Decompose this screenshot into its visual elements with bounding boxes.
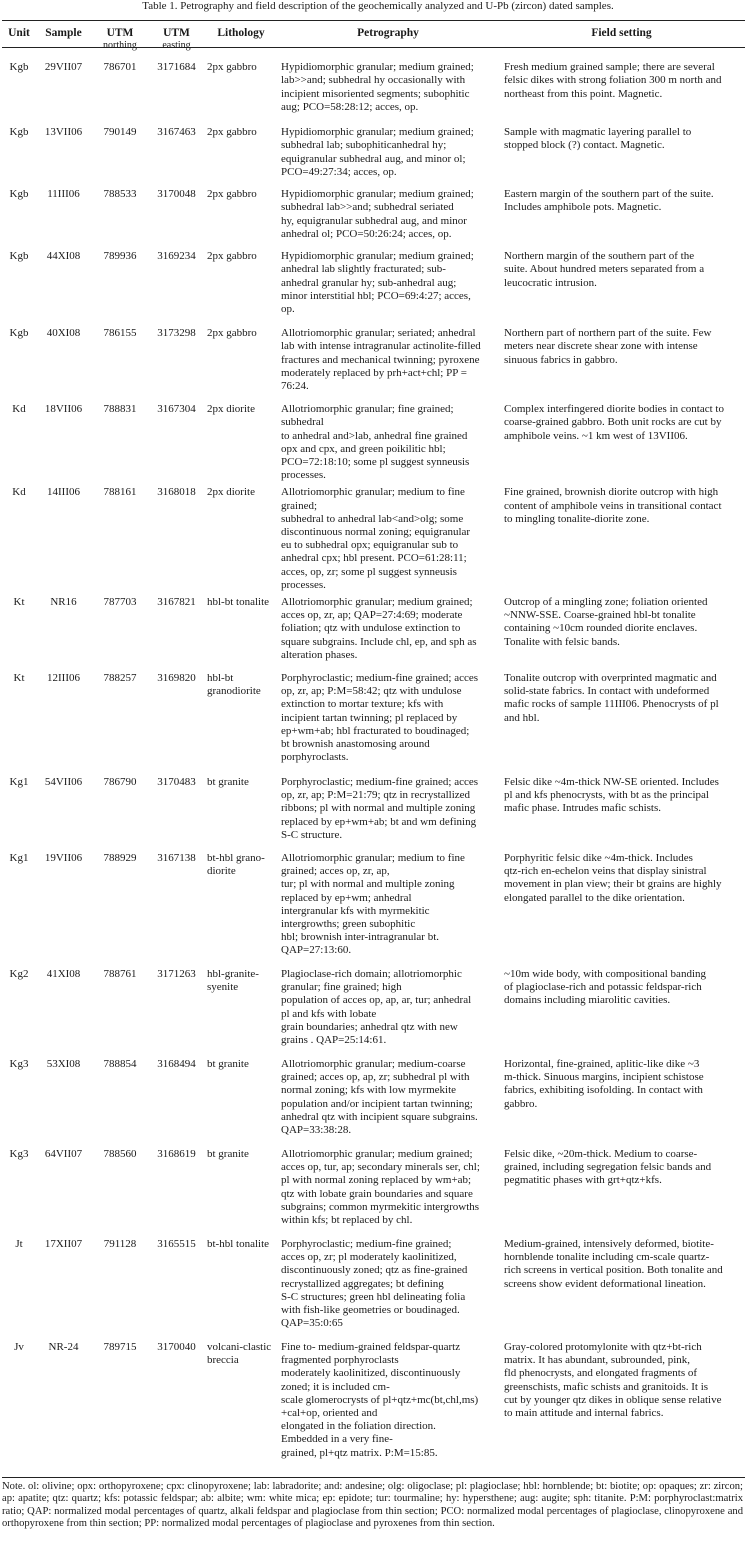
petrography-line: processes. (281, 469, 326, 482)
petrography-line: op, zr, ap; P:M=58:42; qtz with undulose (281, 685, 462, 698)
petrography-line: replaced by ep+wm; anhedral (281, 891, 412, 904)
field-line: Includes amphibole pots. Magnetic. (504, 201, 662, 214)
petrography-line: Allotriomorphic granular; seriated; anhedral (281, 327, 476, 340)
petrography-line: discontinuously zoned; qtz as fine-grained (281, 1264, 468, 1277)
cell-lithology: 2px diorite (207, 403, 255, 416)
petrography-line: subhedral to anhedral lab<and>olg; some (281, 512, 464, 525)
petrography-line: acces op, zr; pl moderately kaolinitized, (281, 1251, 457, 1264)
cell-northing: 788831 (103, 403, 137, 416)
cell-sample: 40XI08 (46, 327, 81, 340)
petrography-line: Allotriomorphic granular; medium grained; (281, 1148, 473, 1161)
cell-sample: 53XI08 (46, 1058, 81, 1071)
field-line: Medium-grained, intensively deformed, biotite- (504, 1238, 714, 1251)
cell-northing: 786790 (103, 776, 137, 789)
table-row (2, 964, 745, 1054)
col-header-easting-sub: easting (162, 40, 191, 52)
field-line: rich screens in vertical position. Both tonalite and (504, 1264, 723, 1277)
cell-petrography (278, 1234, 498, 1337)
top-rule (2, 20, 745, 21)
cell-unit: Jt (15, 1238, 23, 1251)
cell-unit: Kt (13, 672, 25, 685)
cell-sample: 41XI08 (46, 968, 81, 981)
cell-field-setting (498, 1234, 745, 1337)
petrography-line: subgrains; common myrmekitic intergrowths (281, 1200, 480, 1213)
petrography-line: foliation; qtz with undulose extinction to (281, 622, 461, 635)
cell-field-setting (498, 1054, 745, 1144)
field-line: meters near discrete shear zone with intense (504, 340, 698, 353)
cell-northing: 788761 (103, 968, 137, 981)
petrography-line: porphyroclasts. (281, 751, 349, 764)
cell-unit: Kd (12, 486, 26, 499)
field-line: m-thick. Sinuous margins, incipient schistose (504, 1071, 704, 1084)
cell-field-setting (498, 964, 745, 1054)
col-header-unit: Unit (8, 27, 30, 39)
cell-unit: Kgb (9, 250, 29, 263)
cell-lithology: 2px gabbro (207, 250, 257, 263)
cell-petrography (278, 592, 498, 668)
petrography-line: Allotriomorphic granular; medium grained; (281, 596, 473, 609)
cell-lithology: bt-hbl grano-diorite (207, 852, 265, 878)
cell-sample: 29VII07 (44, 61, 83, 74)
cell-easting: 3171263 (157, 968, 196, 981)
table-row (2, 1144, 745, 1234)
cell-northing: 788560 (103, 1148, 137, 1161)
cell-unit: Kgb (9, 188, 29, 201)
petrography-line: opx and cpx, and green poikilitic hbl; (281, 442, 446, 455)
cell-sample: 12III06 (47, 672, 80, 685)
field-line: Tonalite outcrop with overprinted magmatic and (504, 672, 717, 685)
cell-petrography (278, 122, 498, 184)
cell-northing: 786155 (103, 327, 137, 340)
petrography-line: acces op, zr, ap; QAP=27:4:69; moderate (281, 609, 463, 622)
cell-unit: Kd (12, 403, 26, 416)
petrography-line: Embedded in a very fine- (281, 1433, 393, 1446)
field-line: leucocratic intrusion. (504, 276, 597, 289)
table-row (2, 592, 745, 668)
petrography-line: hy, equigranular subhedral aug, and minor (281, 214, 467, 227)
field-line: and hbl. (504, 711, 540, 724)
cell-northing: 788161 (103, 486, 137, 499)
table-body (2, 57, 745, 1470)
petrography-line: anhedral cpx; hbl present. PCO=61:28:11; (281, 552, 467, 565)
cell-lithology: 2px gabbro (207, 327, 257, 340)
cell-field-setting (498, 246, 745, 323)
table-row (2, 772, 745, 848)
petrography-line: alteration phases. (281, 648, 358, 661)
table-row (2, 57, 745, 122)
col-header-northing-sub: northing (103, 40, 137, 52)
petrography-line: anhedral granular hy; sub-anhedral aug; (281, 276, 457, 289)
petrography-line: Allotriomorphic granular; fine grained; subhedral (281, 403, 454, 429)
cell-northing: 788533 (103, 188, 137, 201)
col-header-lithology: Lithology (217, 27, 265, 39)
cell-petrography (278, 1144, 498, 1234)
field-line: Fresh medium grained sample; there are several (504, 61, 715, 74)
petrography-line: grained; acces op, zr, ap, (281, 865, 390, 878)
table-row (2, 122, 745, 184)
petrography-line: recrystallized aggregates; bt defining (281, 1277, 444, 1290)
table-row (2, 323, 745, 399)
field-line: hornblende tonalite including cm-scale quartz- (504, 1251, 710, 1264)
petrography-line: subhedral lab>>and; subhedral seriated (281, 201, 454, 214)
petrography-line: lab with intense intragranular actinolite-filled (281, 340, 481, 353)
cell-northing: 788929 (103, 852, 137, 865)
petrography-line: S-C structures; green hbl delineating folia (281, 1290, 466, 1303)
petrography-line: Hypidiomorphic granular; medium grained; (281, 188, 474, 201)
petrography-line: with fish-like geometries or boudinaged. (281, 1304, 460, 1317)
petrography-line: moderately kaolinitized, discontinuously (281, 1367, 461, 1380)
cell-sample: 54VII06 (44, 776, 83, 789)
table-note: Note. ol: olivine; opx: orthopyroxene; cpx: clinopyroxene; lab: labradorite; and: andesine; olg: oligoclase; pl: plagioclase; hbl: hornblende; bt: biotite; op: opaques; zr: zircon; ap: apatite; qtz: quartz; kfs: potassic feldspar; ab: albite; wm: white mica; ep: epidote; tur: tourmaline; hy: hypersthene; aug: augite; sph: titanite. P:M: porphyroclast:matrix ratio; QAP: normalized modal percentages of quartz, alkali feldspar and plagioclase from thin section; PCO: normalized modal percentages of plagioclase, clinopyroxene and orthopyroxene from thin section; PP: normalized modal percentages of plagioclase and pyroxenes from thin section. (2, 1481, 743, 1530)
cell-unit: Kg3 (9, 1148, 29, 1161)
cell-lithology: 2px diorite (207, 486, 255, 499)
cell-northing: 791128 (103, 1238, 137, 1251)
cell-lithology: bt-hbl tonalite (207, 1238, 270, 1251)
field-line: Porphyritic felsic dike ~4m-thick. Includes (504, 852, 693, 865)
cell-field-setting (498, 184, 745, 246)
petrography-table (2, 22, 745, 1470)
cell-petrography (278, 323, 498, 399)
field-line: coarse-grained gabbro. Both unit rocks are cut by (504, 416, 722, 429)
cell-lithology: volcani-clastic breccia (207, 1341, 272, 1367)
petrography-line: aug; PCO=58:28:12; acces, op. (281, 100, 419, 113)
cell-easting: 3169820 (157, 672, 196, 685)
col-header-northing (91, 22, 149, 57)
petrography-line: intergranular kfs with myrmekitic (281, 904, 430, 917)
field-line: Northern margin of the southern part of the (504, 250, 695, 263)
petrography-line: Hypidiomorphic granular; medium grained; (281, 61, 474, 74)
field-line: screens show evident deformational lineation. (504, 1277, 706, 1290)
cell-easting: 3167304 (157, 403, 196, 416)
petrography-line: moderately replaced by prh+act+chl; PP = (281, 366, 467, 379)
table-row (2, 1054, 745, 1144)
col-header-field-setting: Field setting (591, 27, 652, 39)
petrography-line: pl with normal zoning replaced by wm+ab; (281, 1174, 472, 1187)
table-row (2, 482, 745, 592)
cell-easting: 3169234 (157, 250, 196, 263)
field-line: Tonalite with felsic bands. (504, 635, 620, 648)
petrography-line: equigranular subhedral aug, and minor ol; (281, 152, 466, 165)
cell-northing: 786701 (103, 61, 137, 74)
petrography-line: extinction to mortar texture; kfs with (281, 698, 444, 711)
cell-petrography (278, 399, 498, 482)
field-line: containing ~10cm rounded diorite enclaves. (504, 622, 698, 635)
cell-sample: 17XII07 (44, 1238, 83, 1251)
cell-field-setting (498, 323, 745, 399)
cell-lithology: hbl-granite-syenite (207, 968, 259, 994)
field-line: stopped block (?) contact. Magnetic. (504, 139, 665, 152)
cell-lithology: bt granite (207, 1058, 249, 1071)
cell-field-setting (498, 592, 745, 668)
cell-petrography (278, 964, 498, 1054)
petrography-line: S-C structure. (281, 828, 343, 841)
cell-northing: 787703 (103, 596, 137, 609)
petrography-line: PCO=72:18:10; some pl suggest synneusis (281, 456, 470, 469)
field-line: Eastern margin of the southern part of the suite. (504, 188, 714, 201)
petrography-line: intergrowths; green subophitic (281, 918, 416, 931)
cell-northing: 788854 (103, 1058, 137, 1071)
petrography-line: ribbons; pl with normal and multiple zoning (281, 802, 476, 815)
petrography-line: Fine to- medium-grained feldspar-quartz (281, 1341, 461, 1354)
cell-easting: 3167821 (157, 596, 196, 609)
col-header-easting (149, 22, 204, 57)
field-line: content of amphibole veins in transitional contact (504, 499, 722, 512)
cell-easting: 3168018 (157, 486, 196, 499)
field-line: qtz-rich en-echelon veins that display sinistral (504, 865, 707, 878)
field-line: northeast from this point. Magnetic. (504, 87, 663, 100)
petrography-line: Hypidiomorphic granular; medium grained; (281, 126, 474, 139)
petrography-line: +cal+op, oriented and (281, 1407, 378, 1420)
petrography-line: grains . QAP=25:14:61. (281, 1034, 387, 1047)
field-line: movement in plan view; their bt grains are highly (504, 878, 722, 891)
field-line: Outcrop of a mingling zone; foliation oriented (504, 596, 708, 609)
cell-sample: NR16 (50, 596, 77, 609)
cell-field-setting (498, 1337, 745, 1470)
field-line: amphibole veins. ~1 km west of 13VII06. (504, 429, 688, 442)
field-line: solid-state fabrics. In contact with undeformed (504, 685, 710, 698)
cell-field-setting (498, 668, 745, 772)
petrography-line: zoned; it is included cm- (281, 1380, 390, 1393)
table-header (2, 22, 745, 57)
cell-petrography (278, 668, 498, 772)
cell-lithology: bt granite (207, 776, 249, 789)
petrography-line: population of acces op, ap, ar, tur; anhedral (281, 994, 472, 1007)
petrography-line: fractures and mechanical twinning; pyroxene (281, 353, 480, 366)
field-line: Complex interfingered diorite bodies in contact to (504, 403, 724, 416)
petrography-line: Porphyroclastic; medium-fine grained; acces (281, 672, 479, 685)
field-line: fld phenocrysts, and elongated fragments of (504, 1367, 698, 1380)
cell-lithology: hbl-bt granodiorite (207, 672, 261, 698)
cell-sample: 11III06 (47, 188, 80, 201)
col-header-easting-main: UTM (163, 27, 190, 39)
cell-sample: 13VII06 (44, 126, 83, 139)
cell-lithology: 2px gabbro (207, 188, 257, 201)
petrography-line: to anhedral and>lab, anhedral fine grained (281, 429, 468, 442)
petrography-line: 76:24. (281, 380, 309, 393)
field-line: Northern part of northern part of the suite. Few (504, 327, 712, 340)
cell-sample: 44XI08 (46, 250, 81, 263)
petrography-line: eu to subhedral opx; equigranular sub to (281, 539, 459, 552)
cell-easting: 3167138 (157, 852, 196, 865)
field-line: to main attitude and internal fabrics. (504, 1407, 664, 1420)
petrography-line: within kfs; bt replaced by chl. (281, 1214, 413, 1227)
table-row (2, 184, 745, 246)
cell-unit: Kgb (9, 327, 29, 340)
table-caption: Table 1. Petrography and field description of the geochemically analyzed and U-Pb (zircon) dated samples. (142, 0, 614, 12)
field-line: pl and kfs phenocrysts, with bt as the principal (504, 789, 709, 802)
cell-northing: 789715 (103, 1341, 137, 1354)
petrography-line: Porphyroclastic; medium-fine grained; (281, 1238, 452, 1251)
field-line: ~10m wide body, with compositional banding (504, 968, 706, 981)
cell-lithology: bt granite (207, 1148, 249, 1161)
field-line: felsic dikes with strong foliation 300 m north and (504, 74, 722, 87)
petrography-line: incipient misoriented segments; subophitic (281, 87, 470, 100)
cell-sample: NR-24 (48, 1341, 79, 1354)
cell-unit: Kg2 (9, 968, 29, 981)
cell-unit: Kgb (9, 61, 29, 74)
petrography-line: QAP=27:13:60. (281, 944, 352, 957)
petrography-line: population and/or incipient tartan twinning; (281, 1097, 473, 1110)
petrography-line: minor interstitial hbl; PCO=69:4:27; acces, (281, 289, 471, 302)
cell-easting: 3173298 (157, 327, 196, 340)
cell-unit: Kg1 (9, 776, 29, 789)
petrography-line: normal zoning; kfs with low myrmekite (281, 1084, 457, 1097)
cell-lithology: 2px gabbro (207, 61, 257, 74)
cell-sample: 19VII06 (44, 852, 83, 865)
cell-easting: 3170483 (157, 776, 196, 789)
field-line: mafic phase. Intrudes mafic schists. (504, 802, 662, 815)
field-line: gabbro. (504, 1097, 538, 1110)
col-header-petrography: Petrography (357, 27, 419, 39)
bottom-rule (2, 1477, 745, 1478)
col-header-northing-main: UTM (106, 27, 134, 39)
cell-lithology: 2px gabbro (207, 126, 257, 139)
petrography-line: processes. (281, 578, 326, 591)
petrography-line: ep+wm+ab; hbl fracturated to boudinaged; (281, 724, 470, 737)
cell-petrography (278, 772, 498, 848)
cell-sample: 14III06 (47, 486, 80, 499)
petrography-line: Hypidiomorphic granular; medium grained; (281, 250, 474, 263)
cell-easting: 3168619 (157, 1148, 196, 1161)
petrography-line: op, zr, ap; P:M=21:79; qtz in recrystallized (281, 789, 471, 802)
cell-easting: 3165515 (157, 1238, 196, 1251)
cell-sample: 64VII07 (44, 1148, 83, 1161)
field-line: mafic rocks of sample 11III06. Phenocrysts of pl (504, 698, 719, 711)
petrography-line: anhedral ol; PCO=50:26:24; acces, op. (281, 227, 452, 240)
cell-northing: 788257 (103, 672, 137, 685)
cell-easting: 3168494 (157, 1058, 196, 1071)
cell-easting: 3167463 (157, 126, 196, 139)
petrography-line: scale glomerocrysts of pl+qtz+mc(bt,chl,ms) (281, 1393, 479, 1406)
cell-unit: Jv (14, 1341, 24, 1354)
cell-field-setting (498, 399, 745, 482)
cell-northing: 789936 (103, 250, 137, 263)
cell-unit: Kgb (9, 126, 29, 139)
cell-field-setting (498, 772, 745, 848)
petrography-line: anhedral lab slightly fracturated; sub- (281, 263, 446, 276)
petrography-line: qtz with lobate grain boundaries and square (281, 1187, 473, 1200)
petrography-line: granular; fine grained; high (281, 981, 402, 994)
petrography-line: bt brownish anastomosing around (281, 738, 430, 751)
field-line: greenschists, mafic schists and granitoids. It is (504, 1380, 709, 1393)
petrography-line: incipient tartan twinning; pl replaced by (281, 711, 458, 724)
petrography-line: square subgrains. Include chl, ep, and sph as (281, 635, 477, 648)
petrography-line: grained, pl+qtz matrix. P:M=15:85. (281, 1446, 438, 1459)
field-line: elongated parallel to the dike orientation. (504, 891, 685, 904)
petrography-line: Plagioclase-rich domain; allotriomorphic (281, 968, 462, 981)
petrography-line: PCO=49:27:34; acces, op. (281, 165, 397, 178)
cell-lithology: hbl-bt tonalite (207, 596, 270, 609)
field-line: domains including miarolitic cavities. (504, 994, 671, 1007)
petrography-line: replaced by ep+wm+ab; bt and wm defining (281, 815, 477, 828)
cell-petrography (278, 848, 498, 964)
field-line: fabrics, exhibiting isofolding. In contact with (504, 1084, 703, 1097)
cell-field-setting (498, 1144, 745, 1234)
field-line: Felsic dike, ~20m-thick. Medium to coarse- (504, 1148, 698, 1161)
field-line: ~NNW-SSE. Coarse-grained hbl-bt tonalite (504, 609, 696, 622)
cell-unit: Kg1 (9, 852, 29, 865)
cell-field-setting (498, 57, 745, 122)
petrography-line: Porphyroclastic; medium-fine grained; acces (281, 776, 479, 789)
petrography-line: op. (281, 303, 295, 316)
cell-sample: 18VII06 (44, 403, 83, 416)
field-line: pegmatitic phases with grt+qtz+kfs. (504, 1174, 662, 1187)
petrography-line: grain boundaries; anhedral qtz with new (281, 1020, 458, 1033)
petrography-line: Allotriomorphic granular; medium to fine grained; (281, 486, 465, 512)
petrography-line: acces op, tur, ap; secondary minerals ser, chl; (281, 1161, 480, 1174)
field-line: matrix. It has abundant, subrounded, pink, (504, 1354, 691, 1367)
cell-petrography (278, 1054, 498, 1144)
petrography-line: lab>>and; subhedral hy occasionally with (281, 74, 466, 87)
petrography-line: discontinuous normal zoning; equigranular (281, 526, 471, 539)
cell-petrography (278, 482, 498, 592)
cell-petrography (278, 57, 498, 122)
field-line: to mingling tonalite-diorite zone. (504, 512, 650, 525)
petrography-line: pl and kfs with lobate (281, 1007, 377, 1020)
cell-field-setting (498, 122, 745, 184)
petrography-line: fragmented porphyroclasts (281, 1354, 399, 1367)
cell-petrography (278, 184, 498, 246)
petrography-line: QAP=35:0:65 (281, 1317, 343, 1330)
field-line: Sample with magmatic layering parallel to (504, 126, 692, 139)
table-row (2, 1337, 745, 1470)
cell-easting: 3171684 (157, 61, 196, 74)
cell-easting: 3170040 (157, 1341, 196, 1354)
field-line: sinuous fabrics in gabbro. (504, 353, 618, 366)
field-line: cut by younger qtz dikes in oblique sense relative (504, 1393, 722, 1406)
petrography-line: anhedral qtz with incipient square subgrains. (281, 1110, 478, 1123)
petrography-line: Allotriomorphic granular; medium-coarse (281, 1058, 466, 1071)
table-row (2, 668, 745, 772)
field-line: Gray-colored protomylonite with qtz+bt-rich (504, 1341, 702, 1354)
table-row (2, 1234, 745, 1337)
cell-petrography (278, 246, 498, 323)
petrography-line: subhedral lab; subophiticanhedral hy; (281, 139, 447, 152)
cell-unit: Kg3 (9, 1058, 29, 1071)
field-line: Horizontal, fine-grained, aplitic-like dike ~3 (504, 1058, 700, 1071)
field-line: Felsic dike ~4m-thick NW-SE oriented. Includes (504, 776, 719, 789)
petrography-line: Allotriomorphic granular; medium to fine (281, 852, 465, 865)
field-line: grained, including segregation felsic bands and (504, 1161, 712, 1174)
table-row (2, 399, 745, 482)
cell-field-setting (498, 848, 745, 964)
petrography-line: QAP=33:38:28. (281, 1124, 352, 1137)
field-line: suite. About hundred meters separated from a (504, 263, 705, 276)
cell-northing: 790149 (103, 126, 137, 139)
field-line: Fine grained, brownish diorite outcrop with high (504, 486, 719, 499)
petrography-line: tur; pl with normal and multiple zoning (281, 878, 455, 891)
cell-field-setting (498, 482, 745, 592)
table-row (2, 246, 745, 323)
cell-unit: Kt (13, 596, 25, 609)
table-row (2, 848, 745, 964)
petrography-line: hbl; brownish inter-intragranular bt. (281, 931, 440, 944)
petrography-line: acces, op, zr; some pl suggest synneusis (281, 565, 457, 578)
field-line: of plagioclase-rich and potassic feldspar-rich (504, 981, 702, 994)
petrography-line: elongated in the foliation direction. (281, 1420, 436, 1433)
col-header-sample: Sample (45, 27, 82, 39)
petrography-line: grained; acces op, ap, zr; subhedral pl with (281, 1071, 470, 1084)
cell-easting: 3170048 (157, 188, 196, 201)
cell-petrography (278, 1337, 498, 1470)
